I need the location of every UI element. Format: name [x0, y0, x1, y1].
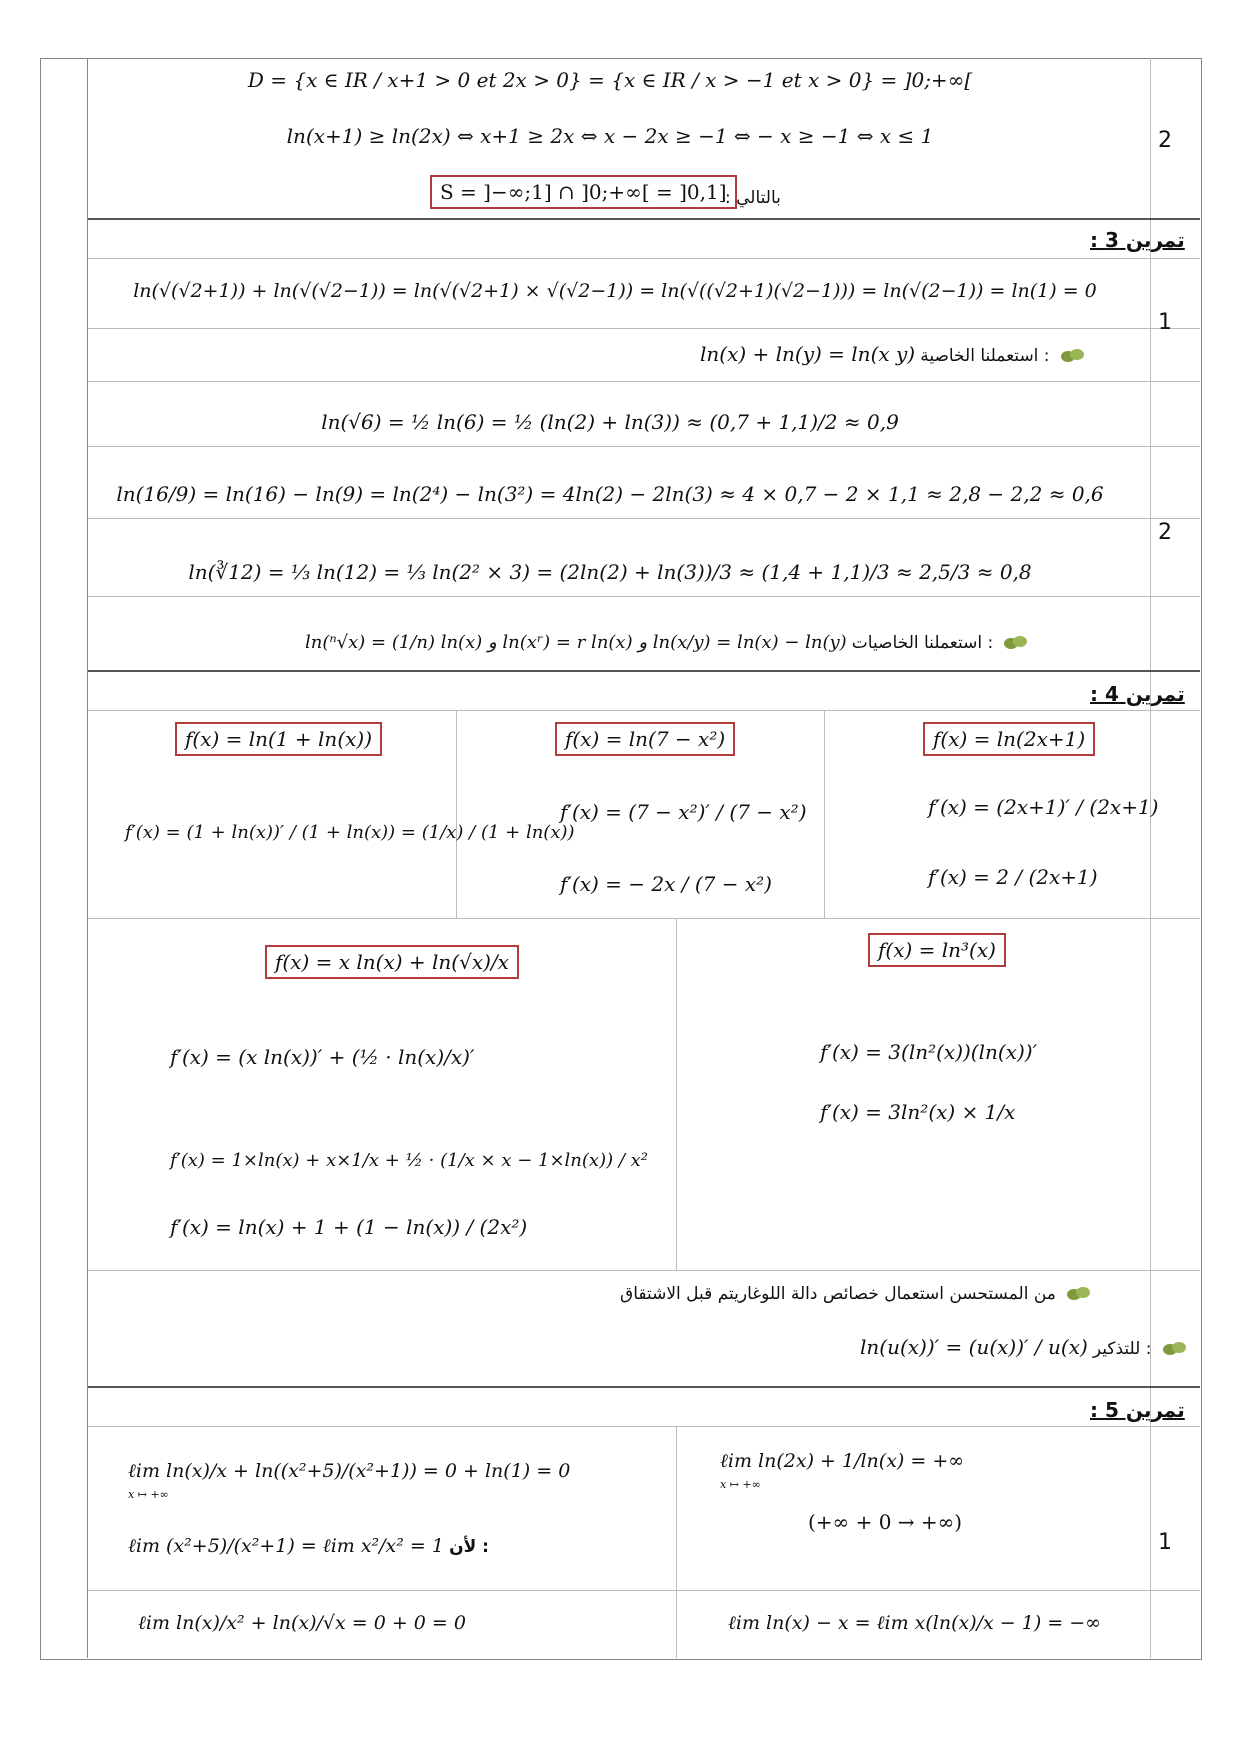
exercise-4-title: [1090, 682, 1185, 706]
row-divider: [88, 518, 1200, 519]
row-divider: [88, 1270, 1200, 1271]
because-label: لأن :: [449, 1537, 489, 1557]
question-number: 2: [1158, 520, 1172, 545]
reminder-label: للتذكير :: [1092, 1339, 1152, 1359]
limit-2: ℓim ln(x)/x + ln((x²+5)/(x²+1)) = 0 + ln(1) = 0: [128, 1460, 571, 1482]
f2-box: f(x) = ln(7 − x²): [555, 722, 735, 756]
advice-text: من المستحسن استعمال خصائص دالة اللوغاريتم قبل الاشتقاق: [620, 1284, 1056, 1304]
f1-box: f(x) = ln(2x+1): [923, 722, 1095, 756]
f2-derivative-2: f′(x) = − 2x / (7 − x²): [560, 872, 772, 896]
exercise-4-label: تمرين 4 :: [1090, 682, 1185, 706]
properties-2: ln(ⁿ√x) = (1/n) ln(x) و ln(xʳ) = r ln(x) و ln(x/y) = ln(x) − ln(y): [305, 632, 847, 653]
ex3-note-1: [700, 342, 1085, 366]
question-number: 1: [1158, 310, 1172, 335]
f5-derivative-3: f′(x) = ln(x) + 1 + (1 − ln(x)) / (2x²): [170, 1215, 528, 1239]
ex4-reminder: [860, 1335, 1187, 1359]
f2-definition: [555, 722, 735, 756]
speech-bubble-icon: [1061, 349, 1085, 365]
row-divider: [88, 710, 1200, 711]
limit-2-subscript: x ↦ +∞: [128, 1488, 169, 1501]
speech-bubble-icon: [1004, 636, 1028, 652]
f1-derivative-1: f′(x) = (2x+1)′ / (2x+1): [928, 795, 1159, 819]
reminder-formula: ln(u(x))′ = (u(x))′ / u(x): [860, 1335, 1088, 1359]
exercise-5-label: تمرين 5 :: [1090, 1398, 1185, 1422]
f3-box: f(x) = ln(1 + ln(x)): [175, 722, 382, 756]
domain-equation: D = {x ∈ IR / x+1 > 0 et 2x > 0} = {x ∈ IR / x > −1 et x > 0} = ]0;+∞[: [247, 68, 973, 92]
row-divider: [88, 596, 1200, 597]
row-divider: [88, 328, 1200, 329]
limit-5: ℓim ln(x)/x² + ln(x)/√x = 0 + 0 = 0: [138, 1612, 466, 1634]
f4-derivative-2: f′(x) = 3ln²(x) × 1/x: [820, 1100, 1016, 1124]
f2-derivative-1: f′(x) = (7 − x²)′ / (7 − x²): [560, 800, 807, 824]
ex4-advice: [620, 1284, 1091, 1304]
row-divider: [88, 918, 1200, 919]
left-margin-column: [40, 58, 88, 1658]
f5-box: f(x) = x ln(x) + ln(√x)/x: [265, 945, 519, 979]
row-divider: [88, 1590, 1200, 1591]
row-divider: [88, 670, 1200, 672]
speech-bubble-icon: [1067, 1287, 1091, 1303]
f3-definition: [175, 722, 382, 756]
f1-derivative-2: f′(x) = 2 / (2x+1): [928, 865, 1098, 889]
limit-3-row: [128, 1535, 489, 1558]
f5-definition: [265, 945, 519, 979]
solution-set: [430, 175, 737, 209]
col-divider: [676, 918, 677, 1270]
ex3-equation-3: ln(16/9) = ln(16) − ln(9) = ln(2⁴) − ln(3²) = 4ln(2) − 2ln(3) ≈ 4 × 0,7 − 2 × 1,1 ≈ 2,8 − 2,2 ≈ 0,6: [116, 482, 1104, 506]
f3-derivative: f′(x) = (1 + ln(x))′ / (1 + ln(x)) = (1/x) / (1 + ln(x)): [125, 822, 575, 843]
row-divider: [88, 218, 1200, 220]
col-divider: [456, 710, 457, 918]
note-label-2: استعملنا الخاصيات :: [851, 633, 994, 653]
col-divider: [676, 1426, 677, 1658]
question-number: 2: [1158, 128, 1172, 153]
f5-derivative-2: f′(x) = 1×ln(x) + x×1/x + ½ · (1/x × x − 1×ln(x)) / x²: [170, 1150, 648, 1171]
solution-box: S = ]−∞;1] ∩ ]0;+∞[ = ]0,1]: [430, 175, 737, 209]
row-divider: [88, 446, 1200, 447]
note-label-1: استعملنا الخاصية :: [920, 346, 1050, 366]
f5-derivative-1: f′(x) = (x ln(x))′ + (½ · ln(x)/x)′: [170, 1045, 475, 1069]
f4-definition: [868, 933, 1006, 967]
ex3-equation-2: ln(√6) = ½ ln(6) = ½ (ln(2) + ln(3)) ≈ (0,7 + 1,1)/2 ≈ 0,9: [321, 410, 899, 434]
exercise-5-title: [1090, 1398, 1185, 1422]
limit-4: ℓim ln(x) − x = ℓim x(ln(x)/x − 1) = −∞: [728, 1612, 1102, 1634]
row-divider: [88, 381, 1200, 382]
ex3-equation-1: ln(√(√2+1)) + ln(√(√2−1)) = ln(√(√2+1) × √(√2−1)) = ln(√((√2+1)(√2−1))) = ln(√(2−1)) = ln(1) = 0: [133, 280, 1097, 302]
row-divider: [88, 258, 1200, 259]
limit-1-reason: (+∞ + 0 → +∞): [808, 1510, 963, 1534]
question-number: 1: [1158, 1530, 1172, 1555]
limit-1: ℓim ln(2x) + 1/ln(x) = +∞: [720, 1450, 965, 1472]
limit-3: ℓim (x²+5)/(x²+1) = ℓim x²/x² = 1: [128, 1535, 444, 1557]
exercise-3-label: تمرين 3 :: [1090, 228, 1185, 252]
property-1: ln(x) + ln(y) = ln(x y): [700, 342, 916, 366]
inequality-chain: ln(x+1) ≥ ln(2x) ⇔ x+1 ≥ 2x ⇔ x − 2x ≥ −1 ⇔ − x ≥ −1 ⇔ x ≤ 1: [286, 124, 934, 148]
ex3-note-2: [305, 632, 1028, 653]
f1-definition: [923, 722, 1095, 756]
ex3-equation-4: ln(∛12) = ⅓ ln(12) = ⅓ ln(2² × 3) = (2ln(2) + ln(3))/3 ≈ (1,4 + 1,1)/3 ≈ 2,5/3 ≈ 0,8: [188, 560, 1032, 584]
f4-derivative-1: f′(x) = 3(ln²(x))(ln(x))′: [820, 1040, 1038, 1064]
speech-bubble-icon: [1163, 1342, 1187, 1358]
therefore-label: بالتالي :: [725, 188, 781, 208]
col-divider: [824, 710, 825, 918]
row-divider: [88, 1426, 1200, 1427]
limit-1-subscript: x ↦ +∞: [720, 1478, 761, 1491]
exercise-3-title: [1090, 228, 1185, 252]
row-divider: [88, 1386, 1200, 1388]
f4-box: f(x) = ln³(x): [868, 933, 1006, 967]
